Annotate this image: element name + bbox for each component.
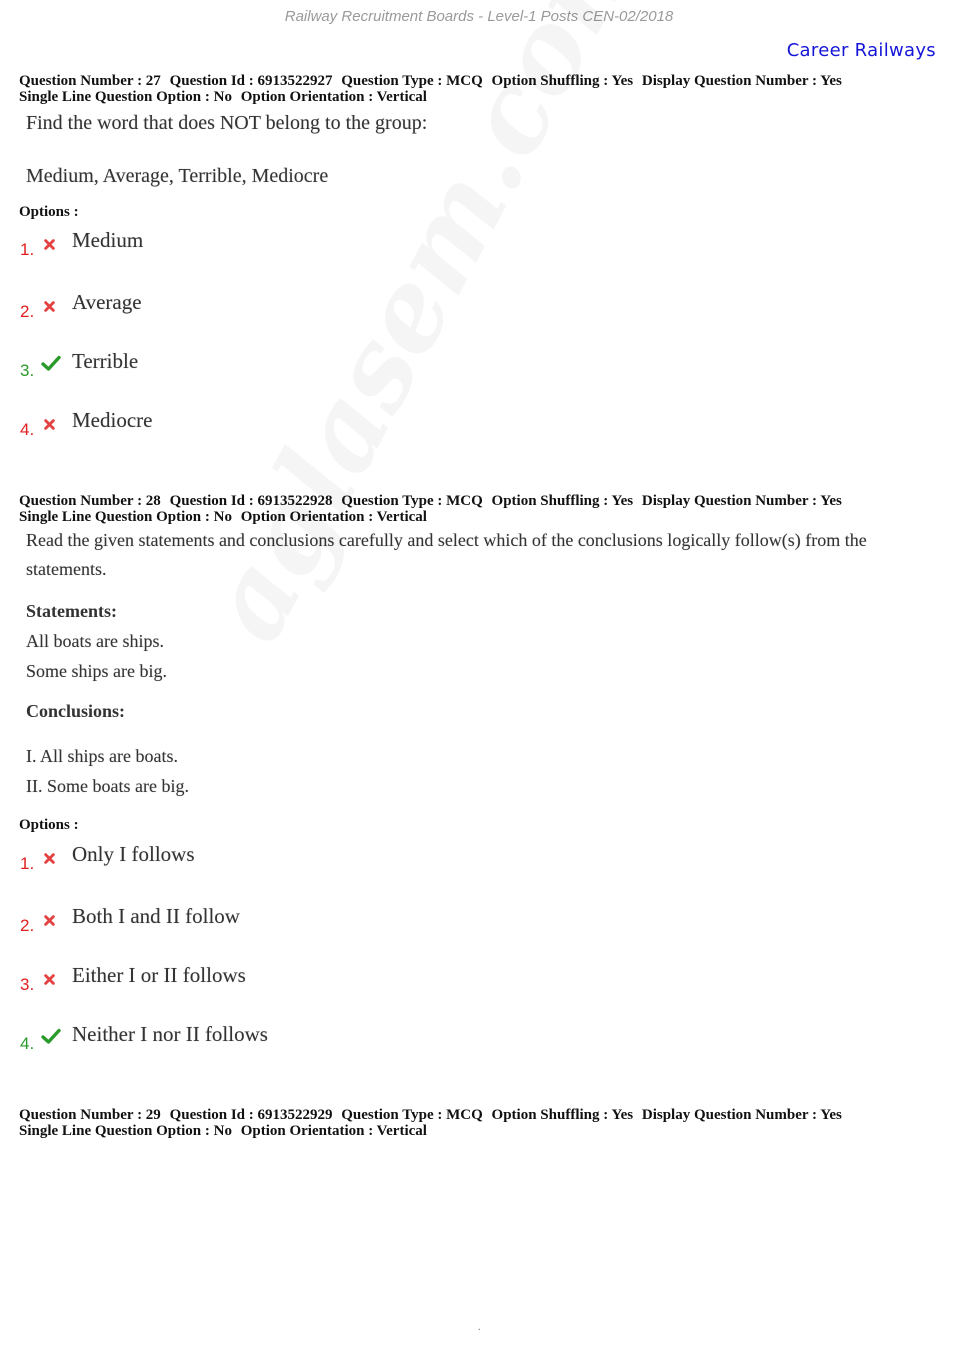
meta-field: Display Question Number : Yes: [641, 1107, 842, 1123]
meta-field: Option Orientation : Vertical: [240, 89, 427, 105]
question-27-prompt: Find the word that does NOT belong to the group:: [26, 112, 428, 134]
option-text: Terrible: [72, 349, 139, 373]
meta-line-1: [19, 493, 847, 509]
question-27-word-group: Medium, Average, Terrible, Mediocre: [26, 165, 329, 187]
meta-field: Question Id : 6913522927: [169, 73, 333, 89]
meta-field: Question Id : 6913522929: [169, 1107, 333, 1123]
meta-field: Single Line Question Option : No: [19, 509, 232, 525]
options-label: Options :: [19, 817, 79, 833]
option-text: Only I follows: [72, 842, 195, 866]
option-item: [0, 408, 600, 444]
option-item: [0, 228, 600, 264]
option-text: Neither I nor II follows: [72, 1022, 268, 1046]
check-icon: [41, 355, 55, 369]
meta-line-1: [19, 1107, 847, 1123]
meta-line-1: [19, 73, 847, 89]
cross-icon: [44, 417, 58, 431]
meta-field: Question Type : MCQ: [341, 493, 483, 509]
meta-line-2: [19, 509, 847, 525]
cross-icon: [44, 237, 58, 251]
option-item: [0, 349, 600, 385]
option-text: Either I or II follows: [72, 963, 246, 987]
option-number: 2.: [20, 302, 35, 321]
option-text: Mediocre: [72, 408, 153, 432]
conclusion-item: II. Some boats are big.: [26, 776, 189, 796]
cross-icon: [44, 972, 58, 986]
question-28-meta: [19, 493, 847, 525]
option-text: Both I and II follow: [72, 904, 240, 928]
option-item: [0, 904, 600, 940]
option-number: 4.: [20, 420, 35, 439]
meta-field: Display Question Number : Yes: [641, 73, 842, 89]
footer-mark: .: [478, 1322, 481, 1333]
option-number: 3.: [20, 975, 35, 994]
cross-icon: [44, 851, 58, 865]
question-29-meta: [19, 1107, 847, 1139]
meta-field: Option Shuffling : Yes: [491, 73, 634, 89]
option-number: 1.: [20, 854, 35, 873]
cross-icon: [44, 913, 58, 927]
option-item: [0, 842, 600, 878]
cross-icon: [44, 299, 58, 313]
question-28-prompt-line-1: Read the given statements and conclusions carefully and select which of the conclusions logically follow(s) from the: [26, 530, 867, 550]
option-item: [0, 1022, 600, 1058]
meta-field: Option Shuffling : Yes: [491, 493, 634, 509]
meta-line-2: [19, 89, 847, 105]
options-label: Options :: [19, 204, 79, 220]
meta-field: Option Orientation : Vertical: [240, 509, 427, 525]
statement-item: Some ships are big.: [26, 661, 167, 681]
option-number: 2.: [20, 916, 35, 935]
option-number: 1.: [20, 240, 35, 259]
meta-field: Option Orientation : Vertical: [240, 1123, 427, 1139]
option-text: Medium: [72, 228, 144, 252]
meta-field: Single Line Question Option : No: [19, 1123, 232, 1139]
option-item: [0, 963, 600, 999]
meta-field: Question Type : MCQ: [341, 73, 483, 89]
meta-field: Single Line Question Option : No: [19, 89, 232, 105]
option-number: 4.: [20, 1034, 35, 1053]
statements-heading: Statements:: [26, 601, 117, 621]
question-28-prompt-line-2: statements.: [26, 559, 107, 579]
option-item: [0, 290, 600, 326]
meta-field: Question Type : MCQ: [341, 1107, 483, 1123]
meta-field: Question Number : 29: [19, 1107, 161, 1123]
meta-field: Display Question Number : Yes: [641, 493, 842, 509]
meta-field: Question Number : 28: [19, 493, 161, 509]
conclusion-item: I. All ships are boats.: [26, 746, 178, 766]
conclusions-heading: Conclusions:: [26, 701, 126, 721]
page-header-title: Railway Recruitment Boards - Level-1 Posts CEN-02/2018: [284, 8, 674, 25]
meta-field: Option Shuffling : Yes: [491, 1107, 634, 1123]
option-number: 3.: [20, 361, 35, 380]
brand-label: Career Railways: [786, 40, 936, 61]
question-27-meta: [19, 73, 847, 105]
meta-line-2: [19, 1123, 847, 1139]
meta-field: Question Id : 6913522928: [169, 493, 333, 509]
statement-item: All boats are ships.: [26, 631, 164, 651]
check-icon: [41, 1028, 55, 1042]
option-text: Average: [72, 290, 142, 314]
meta-field: Question Number : 27: [19, 73, 161, 89]
